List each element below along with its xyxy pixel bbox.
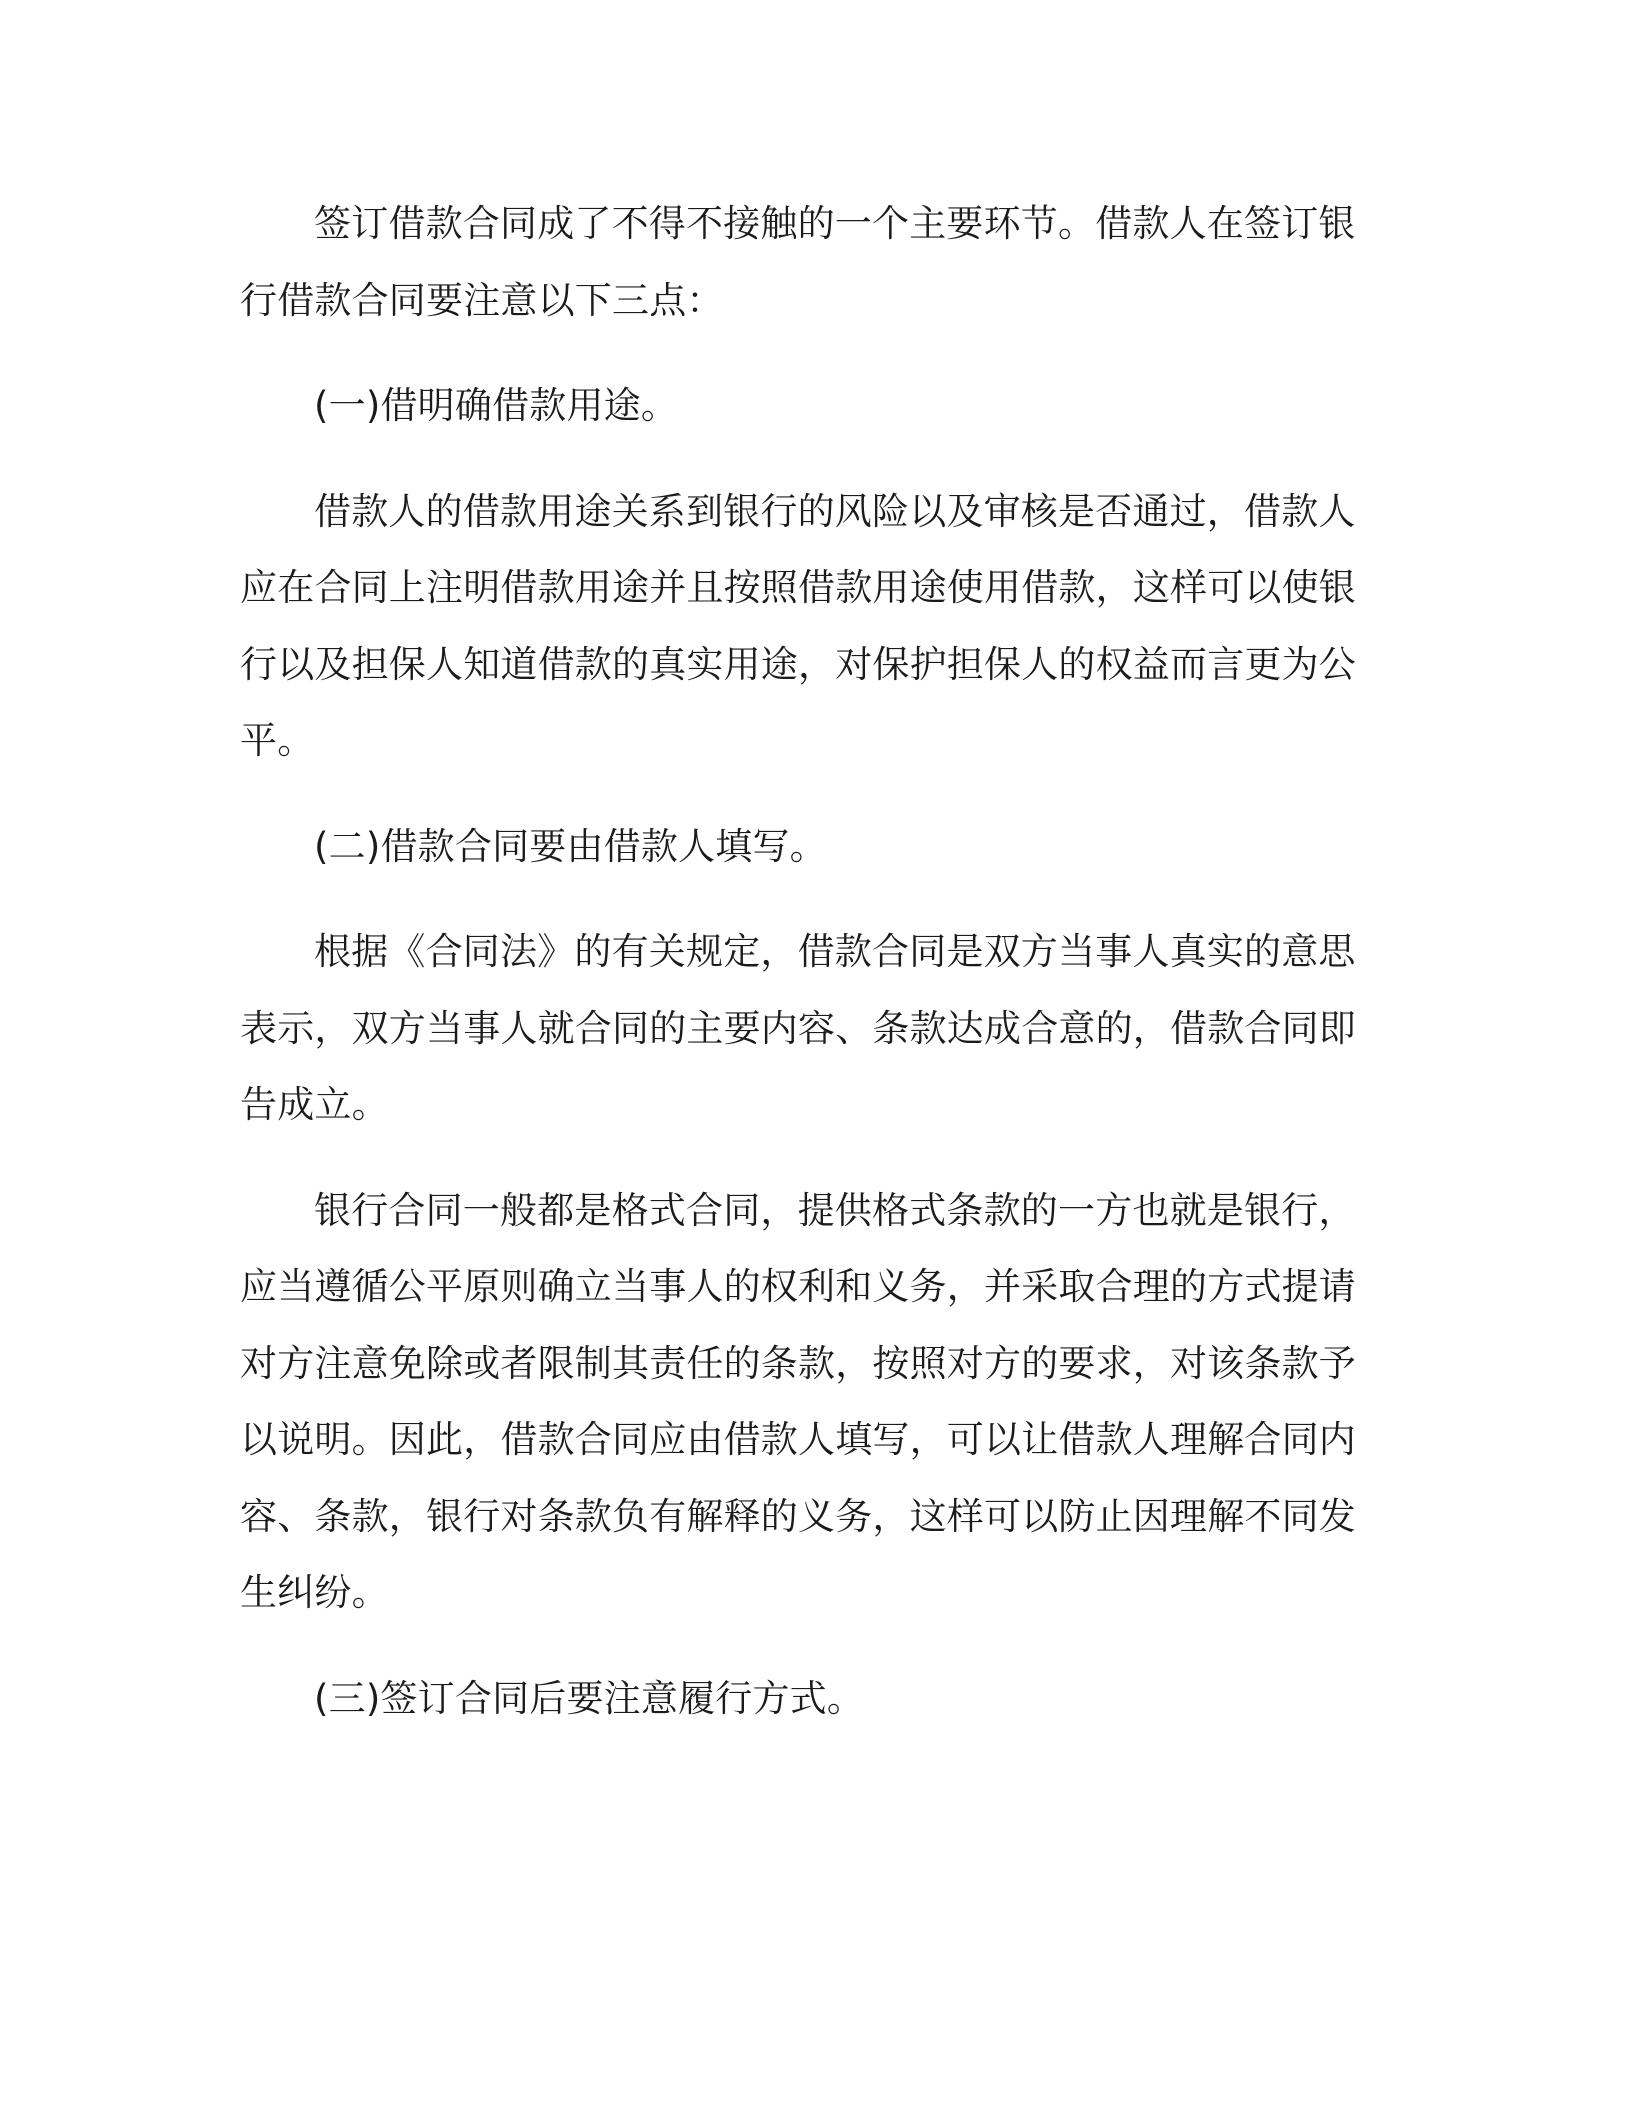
- section-heading-2: (二)借款合同要由借款人填写。: [314, 824, 827, 868]
- section-heading-3: (三)签订合同后要注意履行方式。: [314, 1676, 865, 1720]
- section-2-paragraph-1: 根据《合同法》的有关规定，借款合同是双方当事人真实的意思表示，双方当事人就合同的主要内容、条款达成合意的，借款合同即告成立。: [240, 930, 1356, 1126]
- document-body: [240, 186, 1380, 1766]
- section-2-paragraph-2: 银行合同一般都是格式合同，提供格式条款的一方也就是银行，应当遵循公平原则确立当事人的权利和义务，并采取合理的方式提请对方注意免除或者限制其责任的条款，按照对方的要求，对该条款予以说明。因此，借款合同应由借款人填写，可以让借款人理解合同内容、条款，银行对条款负有解释的义务，这样可以防止因理解不同发生纠纷。: [240, 1188, 1356, 1614]
- section-1-paragraph: 借款人的借款用途关系到银行的风险以及审核是否通过，借款人应在合同上注明借款用途并且按照借款用途使用借款，这样可以使银行以及担保人知道借款的真实用途，对保护担保人的权益而言更为公平。: [240, 489, 1356, 762]
- section-heading-1: (一)借明确借款用途。: [314, 384, 679, 427]
- intro-paragraph: 签订借款合同成了不得不接触的一个主要环节。借款人在签订银行借款合同要注意以下三点：: [240, 202, 1356, 322]
